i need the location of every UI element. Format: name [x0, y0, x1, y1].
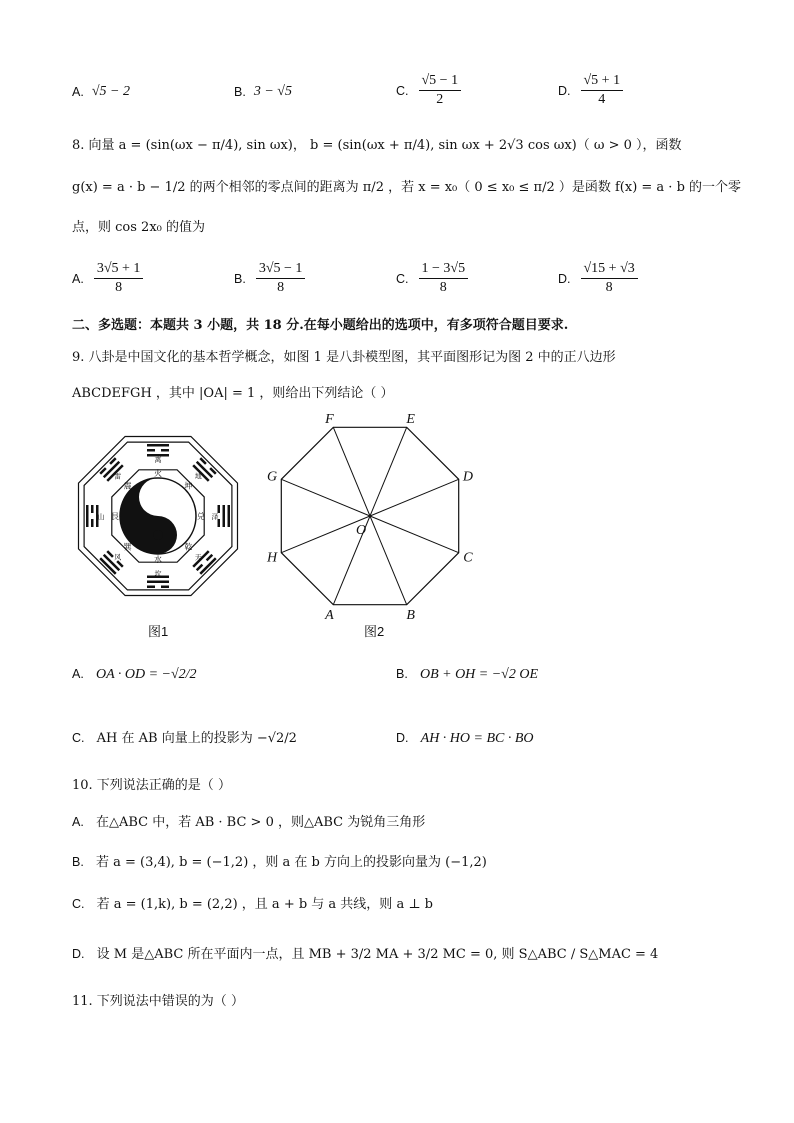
octagon-vertex-label: D — [462, 469, 473, 485]
option-label: B. — [234, 85, 246, 99]
figure1-bagua-diagram — [70, 428, 246, 604]
numerator: √5 + 1 — [581, 72, 624, 91]
bagua-char-label: 天 — [194, 553, 202, 562]
numerator: 3√5 + 1 — [94, 260, 144, 279]
bagua-char-label: 艮 — [111, 512, 119, 521]
option-label: B. — [234, 271, 246, 286]
option-text: 若 a = (1,k), b = (2,2) ，且 a + b 与 a 共线，则 a ⊥ b — [96, 897, 434, 912]
q10-stem: 10. 下列说法正确的是（ ） — [72, 778, 231, 793]
q9-option-a — [72, 664, 197, 685]
figure2-caption: 图2 — [364, 624, 385, 639]
denominator: 4 — [598, 92, 606, 107]
octagon-center-label: O — [356, 523, 367, 538]
octagon-vertex-label: E — [406, 412, 415, 428]
option-label: C. — [396, 83, 409, 98]
option-text: 设 M 是△ABC 所在平面内一点，且 MB + 3/2 MA + 3/2 MC = 0, 则 S△ABC / S△MAC = 4 — [96, 947, 659, 962]
option-label: C. — [72, 897, 85, 911]
numerator: √5 − 1 — [419, 72, 462, 91]
trigram-icon — [147, 444, 169, 457]
option-text: OA · OD = −√2/2 — [95, 667, 197, 682]
numerator: √15 + √3 — [581, 260, 638, 279]
option-label: D. — [72, 947, 85, 961]
option-label: A. — [72, 667, 84, 681]
option-fraction — [419, 72, 462, 109]
octagon-vertex-label: C — [463, 550, 473, 566]
q8-stem-line2: g(x) = a · b − 1/2 的两个相邻的零点间的距离为 π/2 ，若 x = x₀（ 0 ≤ x₀ ≤ π/2 ）是函数 f(x) = a · b 的一个零 — [72, 180, 742, 195]
option-label: A. — [72, 815, 84, 829]
denominator: 8 — [115, 280, 123, 295]
option-label: D. — [558, 271, 571, 286]
q10-option-b — [72, 852, 487, 873]
bagua-char-label: 风 — [114, 553, 122, 562]
bagua-char-label: 泽 — [211, 513, 219, 521]
option-fraction — [256, 260, 306, 297]
option-fraction — [581, 72, 624, 109]
option-label: A. — [72, 85, 84, 99]
q8-stem-line1: 8. 向量 a = (sin(ωx − π/4), sin ωx)， b = (sin(ωx + π/4), sin ωx + 2√3 cos ωx)（ ω > 0 ），函数 — [72, 138, 682, 153]
octagon-vertex-label: H — [267, 550, 278, 566]
q9-option-d — [396, 728, 534, 749]
option-text: AH · HO = BC · BO — [420, 731, 534, 746]
option-label: D. — [396, 731, 409, 745]
denominator: 2 — [436, 92, 444, 107]
bagua-char-label: 离 — [154, 456, 162, 464]
bagua-char-label: 乾 — [184, 542, 193, 552]
section-heading: 二、多选题：本题共 3 小题，共 18 分.在每小题给出的选项中，有多项符合题目要求. — [72, 318, 569, 333]
bagua-char-label: 坤 — [184, 481, 193, 491]
option-text: √5 − 2 — [91, 84, 130, 99]
option-text: OB + OH = −√2 OE — [419, 667, 539, 682]
bagua-char-label: 巽 — [123, 542, 132, 552]
bagua-char-label: 山 — [97, 513, 105, 521]
option-label: B. — [396, 667, 408, 681]
denominator: 8 — [439, 280, 447, 295]
q10-option-d — [72, 944, 658, 965]
q10-option-c — [72, 894, 433, 915]
bagua-char-label: 兑 — [197, 512, 205, 521]
option-text: 若 a = (3,4), b = (−1,2) ，则 a 在 b 方向上的投影向量为 (−1,2) — [95, 855, 487, 870]
bagua-char-label: 火 — [154, 469, 162, 478]
q7-option-a — [72, 84, 130, 100]
q8-stem-line3: 点，则 cos 2x₀ 的值为 — [72, 220, 205, 235]
q9-option-c — [72, 728, 297, 749]
figure1-caption: 图1 — [148, 624, 169, 639]
option-label: D. — [558, 83, 571, 98]
q7-option-d — [558, 72, 625, 109]
q7-option-b — [234, 84, 292, 100]
bagua-char-label: 震 — [123, 481, 132, 491]
q8-option-d — [558, 260, 640, 297]
octagon-vertex-label: A — [325, 607, 334, 620]
trigram-icon — [218, 505, 231, 527]
option-fraction — [94, 260, 144, 297]
octagon-vertex-label: B — [406, 607, 415, 620]
option-label: C. — [396, 271, 409, 286]
q8-option-a — [72, 260, 145, 297]
q11-stem: 11. 下列说法中错误的为（ ） — [72, 994, 244, 1009]
octagon-vertex-label: F — [325, 412, 334, 428]
q9-stem-line1: 9. 八卦是中国文化的基本哲学概念，如图 1 是八卦模型图，其平面图形记为图 2 中的正八边形 — [72, 350, 616, 365]
option-label: A. — [72, 271, 84, 286]
option-label: B. — [72, 855, 84, 869]
numerator: 3√5 − 1 — [256, 260, 306, 279]
q9-stem-line2: ABCDEFGH ，其中 |OA| = 1 ，则给出下列结论（ ） — [72, 386, 394, 401]
option-label: C. — [72, 731, 85, 745]
q8-option-b — [234, 260, 307, 297]
numerator: 1 − 3√5 — [419, 260, 469, 279]
octagon-vertex-label: G — [267, 469, 278, 485]
denominator: 8 — [277, 280, 285, 295]
option-fraction — [581, 260, 638, 297]
figure2-octagon-diagram — [262, 412, 482, 620]
bagua-char-label: 水 — [154, 555, 162, 564]
q7-option-c — [396, 72, 463, 109]
bagua-char-label: 雷 — [114, 472, 122, 481]
option-text: AH 在 AB 向量上的投影为 −√2/2 — [96, 731, 297, 746]
yin-yang-icon — [120, 478, 196, 554]
q8-option-c — [396, 260, 470, 297]
bagua-char-label: 地 — [194, 472, 202, 481]
bagua-char-label: 坎 — [154, 570, 162, 578]
option-text: 3 − √5 — [253, 84, 292, 99]
option-text: 在△ABC 中，若 AB · BC > 0 ，则△ABC 为锐角三角形 — [95, 815, 426, 830]
option-fraction — [419, 260, 469, 297]
q9-option-b — [396, 664, 538, 685]
denominator: 8 — [605, 280, 613, 295]
q10-option-a — [72, 812, 425, 833]
